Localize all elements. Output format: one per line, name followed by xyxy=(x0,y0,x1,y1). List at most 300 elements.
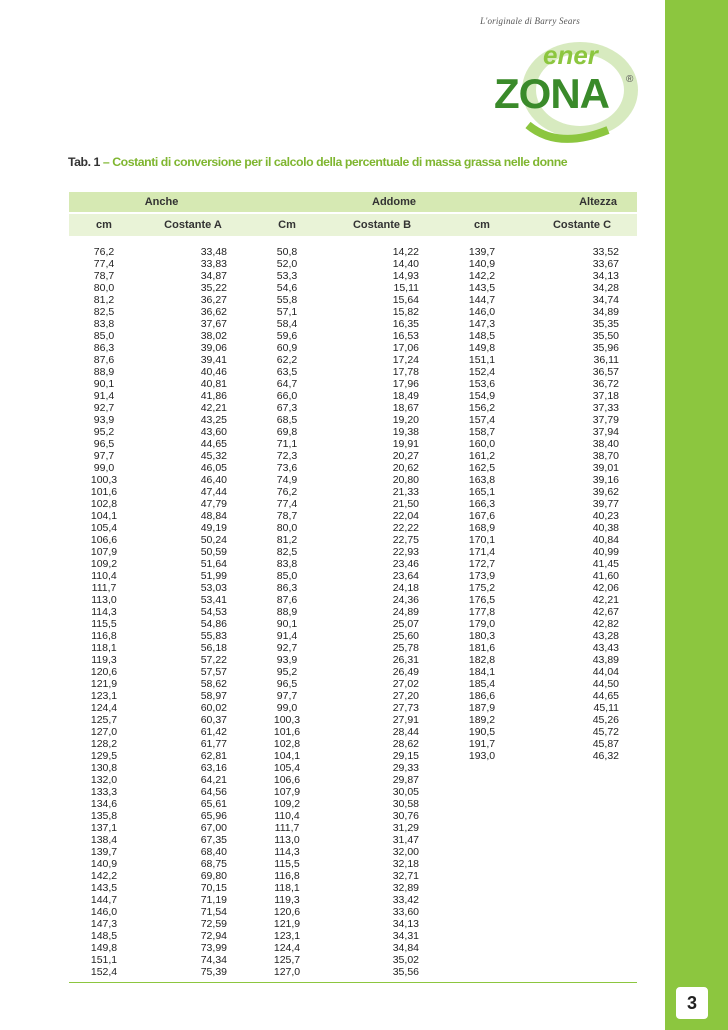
table-row xyxy=(69,426,637,438)
cell-cm-anche: 144,7 xyxy=(90,894,118,906)
col-header-cm-altezza: cm xyxy=(474,219,490,231)
cell-cm-addome: 73,6 xyxy=(276,462,298,474)
cell-cm-anche: 114,3 xyxy=(91,606,117,618)
cell-cm-anche: 104,1 xyxy=(90,510,118,522)
cell-costante-c: 41,60 xyxy=(592,570,619,582)
cell-costante-c: 37,33 xyxy=(592,402,619,414)
cell-cm-anche: 90,1 xyxy=(93,378,115,390)
cell-cm-anche: 143,5 xyxy=(90,882,118,894)
cell-costante-a: 64,56 xyxy=(200,786,227,798)
cell-costante-b: 16,35 xyxy=(392,318,419,330)
table-row xyxy=(69,570,637,582)
cell-cm-addome: 119,3 xyxy=(274,894,300,906)
col-header-costante-c: Costante C xyxy=(552,219,612,231)
table-row xyxy=(69,666,637,678)
cell-cm-anche: 127,0 xyxy=(90,726,118,738)
cell-cm-addome: 110,4 xyxy=(274,810,300,822)
table-row xyxy=(69,810,637,822)
cell-cm-altezza xyxy=(437,834,527,846)
cell-cm-anche: 142,2 xyxy=(90,870,118,882)
cell-costante-c: 39,01 xyxy=(592,462,619,474)
cell-costante-c: 40,23 xyxy=(592,510,619,522)
cell-costante-a: 39,41 xyxy=(200,354,227,366)
cell-cm-altezza: 187,9 xyxy=(468,702,496,714)
cell-cm-anche: 113,0 xyxy=(91,594,117,606)
col-header-costante-b: Costante B xyxy=(352,219,412,231)
cell-costante-c xyxy=(527,762,637,774)
table-title xyxy=(68,155,648,169)
cell-cm-altezza xyxy=(437,930,527,942)
cell-cm-altezza: 184,1 xyxy=(468,666,496,678)
cell-cm-anche: 124,4 xyxy=(90,702,118,714)
cell-costante-a: 40,46 xyxy=(200,366,227,378)
cell-costante-b: 14,40 xyxy=(392,258,419,270)
cell-cm-addome: 69,8 xyxy=(276,426,298,438)
cell-costante-a: 68,75 xyxy=(200,858,227,870)
table-row xyxy=(69,318,637,330)
cell-cm-anche: 139,7 xyxy=(90,846,118,858)
cell-costante-a: 61,77 xyxy=(200,738,227,750)
cell-cm-addome: 124,4 xyxy=(273,942,301,954)
cell-costante-c: 45,72 xyxy=(592,726,619,738)
cell-cm-altezza: 172,7 xyxy=(468,558,496,570)
cell-costante-c: 34,89 xyxy=(592,306,619,318)
cell-costante-c: 34,28 xyxy=(592,282,619,294)
cell-cm-addome: 114,3 xyxy=(274,846,300,858)
cell-cm-altezza: 165,1 xyxy=(468,486,496,498)
cell-costante-b: 28,62 xyxy=(392,738,419,750)
table-row xyxy=(69,714,637,726)
cell-costante-a: 60,02 xyxy=(200,702,227,714)
table-row xyxy=(69,246,637,258)
cell-costante-c: 37,79 xyxy=(592,414,619,426)
cell-cm-anche: 133,3 xyxy=(90,786,118,798)
table-row xyxy=(69,438,637,450)
cell-costante-c: 35,50 xyxy=(592,330,619,342)
cell-costante-c xyxy=(527,798,637,810)
cell-cm-anche: 97,7 xyxy=(93,450,115,462)
table-row xyxy=(69,594,637,606)
cell-costante-c: 36,57 xyxy=(592,366,619,378)
cell-cm-altezza: 142,2 xyxy=(468,270,496,282)
cell-cm-addome: 74,9 xyxy=(276,474,298,486)
cell-cm-altezza: 143,5 xyxy=(468,282,496,294)
cell-costante-c: 40,99 xyxy=(592,546,619,558)
cell-cm-altezza: 186,6 xyxy=(468,690,496,702)
cell-costante-b: 17,96 xyxy=(392,378,419,390)
cell-cm-addome: 121,9 xyxy=(273,918,301,930)
cell-cm-altezza: 179,0 xyxy=(468,618,496,630)
cell-cm-anche: 111,7 xyxy=(91,582,117,594)
cell-costante-a: 49,19 xyxy=(200,522,227,534)
cell-cm-addome: 104,1 xyxy=(273,750,301,762)
cell-costante-a: 50,24 xyxy=(200,534,227,546)
cell-cm-anche: 107,9 xyxy=(90,546,118,558)
cell-costante-b: 22,75 xyxy=(392,534,419,546)
cell-costante-b: 35,56 xyxy=(392,966,419,978)
cell-costante-a: 47,79 xyxy=(200,498,227,510)
cell-cm-anche: 149,8 xyxy=(90,942,118,954)
cell-cm-addome: 80,0 xyxy=(276,522,298,534)
cell-cm-addome: 116,8 xyxy=(274,870,300,882)
cell-cm-altezza: 148,5 xyxy=(468,330,496,342)
cell-cm-addome: 64,7 xyxy=(276,378,298,390)
cell-costante-c: 36,11 xyxy=(593,354,619,366)
table-row xyxy=(69,390,637,402)
cell-cm-altezza: 189,2 xyxy=(468,714,496,726)
cell-costante-a: 46,40 xyxy=(200,474,227,486)
cell-costante-b: 25,07 xyxy=(392,618,419,630)
table-row xyxy=(69,294,637,306)
cell-costante-c: 38,70 xyxy=(592,450,619,462)
cell-costante-c xyxy=(527,810,637,822)
cell-costante-a: 58,97 xyxy=(200,690,227,702)
cell-costante-c: 35,96 xyxy=(592,342,619,354)
table-row xyxy=(69,630,637,642)
cell-cm-addome: 55,8 xyxy=(276,294,298,306)
table-row xyxy=(69,918,637,930)
cell-costante-a: 57,22 xyxy=(200,654,227,666)
cell-cm-addome: 115,5 xyxy=(274,858,300,870)
cell-costante-b: 20,62 xyxy=(392,462,419,474)
cell-costante-c xyxy=(527,822,637,834)
cell-cm-anche: 83,8 xyxy=(93,318,115,330)
cell-costante-a: 34,87 xyxy=(200,270,227,282)
cell-costante-a: 33,83 xyxy=(200,258,227,270)
table-row xyxy=(69,498,637,510)
cell-cm-addome: 88,9 xyxy=(276,606,298,618)
cell-costante-a: 64,21 xyxy=(200,774,227,786)
cell-costante-b: 30,58 xyxy=(392,798,419,810)
cell-costante-b: 20,27 xyxy=(392,450,419,462)
cell-costante-b: 19,91 xyxy=(392,438,419,450)
cell-costante-b: 32,71 xyxy=(392,870,419,882)
logo-text-ener: ener xyxy=(543,40,598,70)
cell-costante-a: 35,22 xyxy=(200,282,227,294)
cell-cm-addome: 66,0 xyxy=(276,390,298,402)
cell-cm-addome: 85,0 xyxy=(276,570,298,582)
cell-cm-altezza: 190,5 xyxy=(468,726,496,738)
cell-costante-a: 67,35 xyxy=(200,834,227,846)
cell-costante-a: 36,27 xyxy=(200,294,227,306)
cell-costante-a: 45,32 xyxy=(200,450,227,462)
cell-costante-b: 34,31 xyxy=(392,930,419,942)
cell-costante-c: 34,74 xyxy=(592,294,619,306)
cell-costante-a: 42,21 xyxy=(200,402,227,414)
cell-cm-addome: 58,4 xyxy=(276,318,298,330)
cell-costante-c xyxy=(527,894,637,906)
cell-cm-addome: 106,6 xyxy=(273,774,301,786)
cell-cm-addome: 111,7 xyxy=(274,822,300,834)
cell-costante-c: 45,87 xyxy=(592,738,619,750)
cell-costante-a: 58,62 xyxy=(200,678,227,690)
cell-cm-anche: 152,4 xyxy=(90,966,118,978)
cell-costante-c: 45,11 xyxy=(593,702,619,714)
group-header-altezza: Altezza xyxy=(579,196,617,208)
cell-costante-c xyxy=(527,954,637,966)
cell-cm-addome: 83,8 xyxy=(276,558,298,570)
table-row xyxy=(69,642,637,654)
cell-costante-c: 43,89 xyxy=(592,654,619,666)
cell-costante-c xyxy=(527,870,637,882)
cell-costante-b: 22,04 xyxy=(392,510,419,522)
cell-cm-anche: 123,1 xyxy=(90,690,118,702)
table-row xyxy=(69,618,637,630)
table-row xyxy=(69,858,637,870)
cell-costante-b: 33,42 xyxy=(392,894,419,906)
cell-costante-c: 43,43 xyxy=(592,642,619,654)
cell-costante-c: 42,82 xyxy=(592,618,619,630)
cell-costante-a: 72,59 xyxy=(200,918,227,930)
cell-costante-c: 37,18 xyxy=(592,390,619,402)
table-row xyxy=(69,834,637,846)
cell-cm-altezza: 151,1 xyxy=(468,354,496,366)
cell-costante-a: 56,18 xyxy=(200,642,227,654)
table-row xyxy=(69,654,637,666)
cell-costante-b: 32,18 xyxy=(392,858,419,870)
table-row xyxy=(69,354,637,366)
cell-cm-altezza: 163,8 xyxy=(468,474,496,486)
cell-costante-b: 29,15 xyxy=(392,750,419,762)
cell-cm-anche: 105,4 xyxy=(90,522,118,534)
cell-costante-a: 63,16 xyxy=(200,762,227,774)
cell-costante-c: 33,52 xyxy=(592,246,619,258)
cell-costante-b: 30,76 xyxy=(392,810,419,822)
cell-costante-a: 48,84 xyxy=(200,510,227,522)
cell-cm-addome: 78,7 xyxy=(276,510,298,522)
cell-cm-altezza: 168,9 xyxy=(468,522,496,534)
table-row xyxy=(69,282,637,294)
cell-costante-b: 17,24 xyxy=(392,354,419,366)
cell-costante-c xyxy=(527,942,637,954)
cell-cm-altezza xyxy=(437,774,527,786)
table-body xyxy=(69,246,637,978)
cell-cm-addome: 77,4 xyxy=(276,498,298,510)
cell-cm-anche: 100,3 xyxy=(90,474,118,486)
table-row xyxy=(69,738,637,750)
cell-cm-altezza: 147,3 xyxy=(468,318,496,330)
cell-cm-anche: 106,6 xyxy=(90,534,118,546)
cell-costante-a: 54,53 xyxy=(200,606,227,618)
cell-cm-altezza xyxy=(437,786,527,798)
cell-costante-a: 43,25 xyxy=(200,414,227,426)
cell-cm-altezza: 158,7 xyxy=(468,426,496,438)
cell-costante-b: 27,02 xyxy=(392,678,419,690)
cell-cm-altezza: 182,8 xyxy=(468,654,496,666)
cell-costante-b: 15,11 xyxy=(393,282,419,294)
cell-cm-addome: 86,3 xyxy=(276,582,298,594)
col-header-cm-addome: Cm xyxy=(278,219,296,231)
cell-cm-altezza: 193,0 xyxy=(468,750,496,762)
cell-costante-a: 37,67 xyxy=(200,318,227,330)
table-row xyxy=(69,786,637,798)
cell-cm-addome: 92,7 xyxy=(276,642,298,654)
cell-costante-c: 40,38 xyxy=(592,522,619,534)
cell-costante-b: 32,00 xyxy=(392,846,419,858)
cell-costante-a: 71,54 xyxy=(200,906,227,918)
cell-costante-b: 34,13 xyxy=(392,918,419,930)
cell-costante-a: 46,05 xyxy=(200,462,227,474)
cell-costante-a: 54,86 xyxy=(200,618,227,630)
cell-cm-addome: 67,3 xyxy=(276,402,298,414)
cell-cm-altezza: 152,4 xyxy=(468,366,496,378)
cell-costante-a: 53,03 xyxy=(200,582,227,594)
table-row xyxy=(69,462,637,474)
cell-costante-b: 14,93 xyxy=(392,270,419,282)
table-row xyxy=(69,726,637,738)
table-column-header xyxy=(69,214,637,236)
cell-cm-altezza: 157,4 xyxy=(468,414,496,426)
cell-cm-addome: 81,2 xyxy=(276,534,298,546)
cell-costante-c xyxy=(527,786,637,798)
cell-cm-altezza xyxy=(437,870,527,882)
cell-costante-c xyxy=(527,882,637,894)
cell-costante-b: 25,78 xyxy=(392,642,419,654)
cell-costante-c: 42,06 xyxy=(592,582,619,594)
table-row xyxy=(69,522,637,534)
table-row xyxy=(69,366,637,378)
cell-cm-addome: 101,6 xyxy=(273,726,301,738)
cell-costante-b: 17,78 xyxy=(392,366,419,378)
table-row xyxy=(69,342,637,354)
cell-cm-altezza: 191,7 xyxy=(468,738,496,750)
cell-costante-c: 34,13 xyxy=(592,270,619,282)
table-row xyxy=(69,762,637,774)
cell-cm-addome: 99,0 xyxy=(276,702,298,714)
cell-cm-addome: 62,2 xyxy=(276,354,298,366)
cell-costante-c: 44,65 xyxy=(592,690,619,702)
cell-cm-anche: 134,6 xyxy=(90,798,118,810)
cell-cm-addome: 100,3 xyxy=(273,714,301,726)
cell-costante-c xyxy=(527,846,637,858)
cell-cm-addome: 123,1 xyxy=(273,930,301,942)
cell-cm-altezza: 161,2 xyxy=(468,450,496,462)
cell-costante-c: 44,04 xyxy=(592,666,619,678)
cell-cm-altezza: 181,6 xyxy=(468,642,496,654)
cell-cm-altezza xyxy=(437,966,527,978)
cell-costante-a: 55,83 xyxy=(200,630,227,642)
cell-cm-addome: 76,2 xyxy=(276,486,298,498)
cell-costante-b: 29,33 xyxy=(392,762,419,774)
cell-costante-b: 34,84 xyxy=(392,942,419,954)
cell-cm-addome: 93,9 xyxy=(276,654,298,666)
enerzona-logo xyxy=(488,30,638,145)
cell-costante-c xyxy=(527,834,637,846)
cell-cm-altezza: 173,9 xyxy=(468,570,496,582)
cell-costante-a: 68,40 xyxy=(200,846,227,858)
cell-cm-anche: 135,8 xyxy=(90,810,118,822)
group-header-addome: Addome xyxy=(372,196,416,208)
cell-costante-c: 38,40 xyxy=(592,438,619,450)
cell-cm-anche: 109,2 xyxy=(90,558,118,570)
cell-cm-anche: 148,5 xyxy=(90,930,118,942)
table-row xyxy=(69,954,637,966)
table-row xyxy=(69,906,637,918)
cell-cm-anche: 96,5 xyxy=(93,438,115,450)
cell-cm-altezza: 176,5 xyxy=(468,594,496,606)
cell-costante-b: 23,64 xyxy=(392,570,419,582)
cell-costante-a: 70,15 xyxy=(200,882,227,894)
cell-costante-b: 27,20 xyxy=(392,690,419,702)
cell-costante-c: 42,67 xyxy=(592,606,619,618)
table-title-prefix: Tab. 1 xyxy=(68,155,100,169)
cell-cm-anche: 138,4 xyxy=(90,834,118,846)
cell-costante-b: 15,82 xyxy=(392,306,419,318)
cell-costante-b: 24,89 xyxy=(392,606,419,618)
cell-cm-anche: 86,3 xyxy=(93,342,115,354)
table-row xyxy=(69,474,637,486)
cell-cm-altezza: 149,8 xyxy=(468,342,496,354)
cell-cm-anche: 129,5 xyxy=(90,750,118,762)
cell-cm-altezza xyxy=(437,810,527,822)
cell-costante-b: 22,22 xyxy=(392,522,419,534)
cell-cm-addome: 96,5 xyxy=(276,678,298,690)
table-title-text: – Costanti di conversione per il calcolo della percentuale di massa grassa nelle donne xyxy=(99,155,568,169)
cell-cm-addome: 95,2 xyxy=(276,666,298,678)
cell-costante-a: 40,81 xyxy=(200,378,227,390)
cell-cm-anche: 140,9 xyxy=(90,858,118,870)
cell-costante-b: 28,44 xyxy=(392,726,419,738)
cell-cm-addome: 113,0 xyxy=(274,834,300,846)
cell-costante-b: 26,49 xyxy=(392,666,419,678)
group-header-anche: Anche xyxy=(144,196,179,208)
table-row xyxy=(69,966,637,978)
logo-registered-mark: ® xyxy=(626,74,634,85)
cell-cm-anche: 78,7 xyxy=(93,270,115,282)
cell-cm-anche: 85,0 xyxy=(93,330,115,342)
cell-costante-c: 44,50 xyxy=(592,678,619,690)
table-row xyxy=(69,822,637,834)
cell-cm-anche: 115,5 xyxy=(91,618,117,630)
cell-cm-addome: 60,9 xyxy=(276,342,298,354)
table-row xyxy=(69,678,637,690)
cell-cm-addome: 120,6 xyxy=(273,906,301,918)
cell-costante-c: 37,94 xyxy=(592,426,619,438)
table-row xyxy=(69,882,637,894)
cell-cm-anche: 87,6 xyxy=(93,354,115,366)
cell-cm-altezza: 154,9 xyxy=(468,390,496,402)
cell-cm-addome: 54,6 xyxy=(276,282,298,294)
cell-cm-altezza: 139,7 xyxy=(468,246,496,258)
cell-costante-c xyxy=(527,858,637,870)
cell-costante-b: 26,31 xyxy=(392,654,419,666)
cell-costante-a: 50,59 xyxy=(200,546,227,558)
table-row xyxy=(69,546,637,558)
cell-cm-anche: 91,4 xyxy=(93,390,115,402)
cell-costante-c: 45,26 xyxy=(592,714,619,726)
cell-costante-b: 31,47 xyxy=(392,834,419,846)
cell-cm-anche: 121,9 xyxy=(90,678,118,690)
cell-costante-b: 19,38 xyxy=(392,426,419,438)
cell-costante-b: 16,53 xyxy=(392,330,419,342)
table-row xyxy=(69,750,637,762)
cell-cm-altezza: 156,2 xyxy=(468,402,496,414)
cell-costante-c xyxy=(527,930,637,942)
cell-cm-altezza: 140,9 xyxy=(468,258,496,270)
cell-costante-c: 41,45 xyxy=(592,558,619,570)
cell-cm-anche: 93,9 xyxy=(93,414,115,426)
cell-costante-a: 38,02 xyxy=(200,330,227,342)
brand-tagline: L'originale di Barry Sears xyxy=(480,16,580,26)
cell-cm-anche: 146,0 xyxy=(90,906,118,918)
cell-cm-altezza xyxy=(437,822,527,834)
cell-costante-a: 39,06 xyxy=(200,342,227,354)
cell-cm-anche: 99,0 xyxy=(93,462,115,474)
cell-cm-addome: 105,4 xyxy=(273,762,301,774)
table-row xyxy=(69,942,637,954)
cell-costante-a: 65,96 xyxy=(200,810,227,822)
cell-costante-a: 51,99 xyxy=(200,570,227,582)
